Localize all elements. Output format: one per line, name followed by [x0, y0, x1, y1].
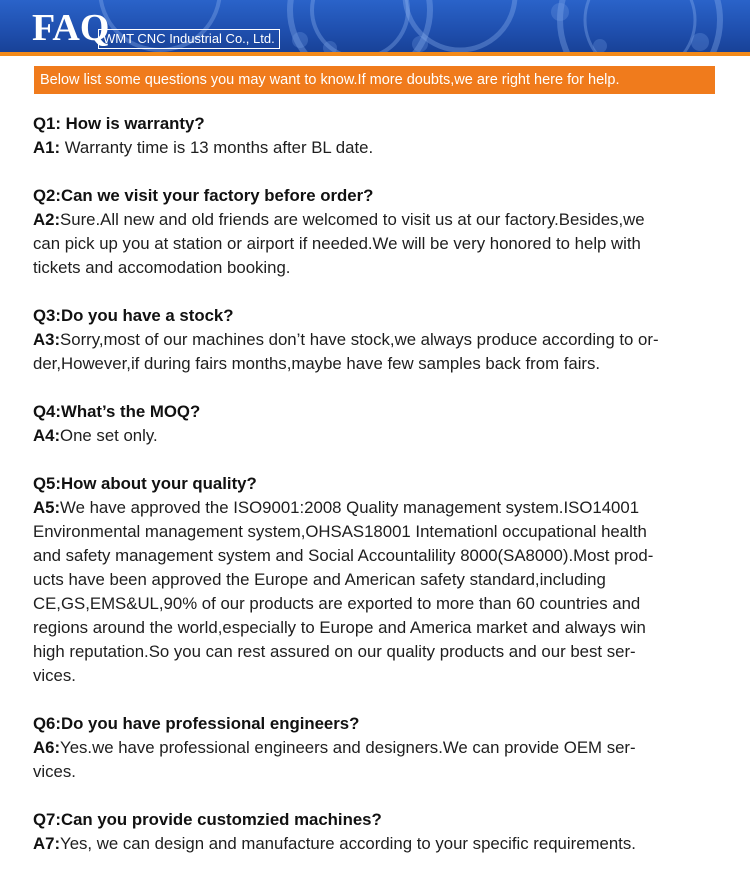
faq-list — [33, 112, 723, 880]
banner-underline — [0, 52, 750, 56]
faq-answer — [33, 328, 723, 376]
faq-answer — [33, 832, 723, 856]
page-title: FAQ — [32, 7, 110, 49]
faq-item — [33, 472, 723, 688]
faq-item — [33, 400, 723, 448]
answer-line: Sure.All new and old friends are welcomed to visit us at our factory.Besides,we — [60, 210, 645, 229]
answer-prefix: A4: — [33, 426, 61, 445]
faq-banner — [0, 0, 750, 56]
faq-question: Q4:What’s the MOQ? — [33, 402, 201, 421]
faq-item — [33, 304, 723, 376]
answer-line: Yes.we have professional engineers and designers.We can provide OEM ser- — [60, 738, 636, 757]
answer-line: Yes, we can design and manufacture according to your specific requirements. — [60, 834, 636, 853]
faq-question: Q2:Can we visit your factory before order? — [33, 186, 374, 205]
faq-answer — [33, 136, 723, 160]
answer-prefix: A3: — [33, 330, 61, 349]
answer-line: One set only. — [60, 426, 158, 445]
answer-line: der,However,if during fairs months,maybe have few samples back from fairs. — [33, 354, 601, 373]
faq-answer — [33, 736, 723, 784]
answer-prefix: A1: — [33, 138, 61, 157]
answer-line: can pick up you at station or airport if needed.We will be very honored to help with — [33, 234, 641, 253]
faq-question: Q3:Do you have a stock? — [33, 306, 234, 325]
faq-item — [33, 808, 723, 856]
answer-line: Sorry,most of our machines don’t have stock,we always produce according to or- — [60, 330, 659, 349]
answer-line: regions around the world,especially to Europe and America market and always win — [33, 618, 646, 637]
faq-question: Q1: How is warranty? — [33, 114, 205, 133]
answer-line: We have approved the ISO9001:2008 Quality management system.ISO14001 — [60, 498, 640, 517]
faq-answer — [33, 496, 723, 688]
answer-line: vices. — [33, 762, 76, 781]
faq-question: Q6:Do you have professional engineers? — [33, 714, 360, 733]
company-name: WMT CNC Industrial Co., Ltd. — [98, 29, 280, 49]
answer-prefix: A2: — [33, 210, 61, 229]
answer-line: tickets and accomodation booking. — [33, 258, 291, 277]
faq-question: Q5:How about your quality? — [33, 474, 257, 493]
answer-prefix: A5: — [33, 498, 61, 517]
faq-item — [33, 712, 723, 784]
answer-line: ucts have been approved the Europe and American safety standard,including — [33, 570, 606, 589]
answer-prefix: A7: — [33, 834, 61, 853]
answer-line: high reputation.So you can rest assured on our quality products and our best ser- — [33, 642, 636, 661]
answer-line: CE,GS,EMS&UL,90% of our products are exported to more than 60 countries and — [33, 594, 641, 613]
faq-item — [33, 112, 723, 160]
answer-prefix: A6: — [33, 738, 61, 757]
faq-item — [33, 184, 723, 280]
answer-line: and safety management system and Social Accountalility 8000(SA8000).Most prod- — [33, 546, 654, 565]
intro-bar — [34, 66, 715, 94]
faq-question: Q7:Can you provide customzied machines? — [33, 810, 382, 829]
intro-text: Below list some questions you may want to know.If more doubts,we are right here for help. — [40, 72, 620, 88]
faq-answer — [33, 424, 723, 448]
faq-answer — [33, 208, 723, 280]
answer-line: Environmental management system,OHSAS18001 Intemationl occupational health — [33, 522, 647, 541]
answer-line: Warranty time is 13 months after BL date. — [60, 138, 374, 157]
answer-line: vices. — [33, 666, 76, 685]
